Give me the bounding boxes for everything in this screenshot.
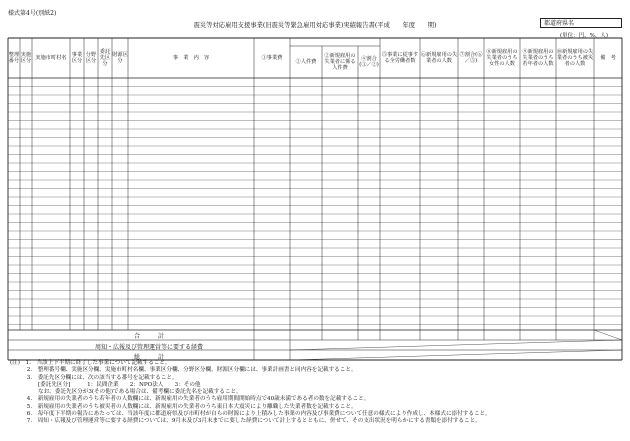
header-itakusaki-kubun: 委託先区分 <box>99 48 111 68</box>
form-number: 様式第4号(別紙2) <box>8 10 57 17</box>
header-zaigen-kubun: 財源区分 <box>112 51 128 64</box>
notes-section <box>10 360 620 426</box>
header-bunya-kubun: 分野区分 <box>85 51 97 64</box>
header-jigyo-jusha: ⑤事業に従事する全労働者数 <box>381 51 419 64</box>
note-line: [委託先区分] 1：民間企業 2：NPO法人 3：その他 <box>10 381 201 388</box>
header-wariai-2: ⑦割合(⑥／⑤) <box>459 51 483 64</box>
total-row-label: 合 計 <box>133 333 164 340</box>
header-jisshi-kubun: 実施区分 <box>20 51 32 64</box>
note-line: 2. 整理番号欄、実施区分欄、実施市町村名欄、事業区分欄、分野区分欄、財源区分欄には、事業計画書と同内容を記載すること。 <box>10 367 357 374</box>
note-line: 5. 新規雇用の失業者のうち被災者の人数欄には、新規雇用の失業者のうち東日本大震災により離職した失業者数を記載すること。 <box>10 403 357 410</box>
header-shinki-shitsugyosha: ⑥新規雇用の失業者の人数 <box>420 51 458 64</box>
prefecture-name-field[interactable]: 都道府県名 <box>540 18 622 28</box>
note-line: なお、委託先区分が3(その他)である場合は、備考欄に委託先名を記載すること。 <box>10 389 242 396</box>
header-jinkenhi: ②人件費 <box>295 58 317 65</box>
note-line: 3. 委託先区分欄には、次の該当する番号を記載すること。 <box>10 374 178 381</box>
header-jakunensha: ⑨新規雇用の失業者のうち若年者の人数 <box>522 48 554 68</box>
header-wariai-1: ④割合(③／②) <box>359 55 379 68</box>
header-hisaishitsugyosha: ⑩新規雇用の失業者のうち被災者の人数 <box>556 48 594 68</box>
header-jisshi-shichoson: 実施市町村名 <box>35 54 67 61</box>
publicity-cost-row-label: 周知・広報及び管理運営等に要する経費 <box>94 344 203 351</box>
header-jigyo-naiyo: 事 業 内 容 <box>172 54 210 61</box>
report-title: 震災等対応雇用支援事業(旧震災等緊急雇用対応事業)実績報告書(平成 年度 期) <box>193 22 437 29</box>
note-line: 6. 毎年度下半期の報告にあたっては、当該年度に都道府県及び市町村が自らの財源により上積みした事業の内容及び事業費について任意の様式により作成し、本様式に添付すること。 <box>10 411 491 418</box>
header-biko: 備 考 <box>600 54 616 61</box>
header-shinki-koyo-jinkenhi: ②新規雇用の失業者に係る人件費 <box>324 52 356 72</box>
header-jigyo-kubun: 事業区分 <box>71 51 83 64</box>
note-line: 7. 周知・広報及び管理運営等に要する経費については、9月末及び3月末までに要した経費について計上するとともに、併せて、その支出状況を明らかにする書類を添付すること。 <box>10 418 481 425</box>
note-line: (注) 1. 当該上下半期に終了した事業について記載すること。 <box>10 360 171 366</box>
note-line: 4. 新規雇用の失業者のうち若年者の人数欄には、新規雇用の失業者のうち雇用期間開始時点で40歳未満である者の数を記載すること。 <box>10 396 370 403</box>
header-josei: ⑧新規雇用の失業者のうち女性の人数 <box>486 48 518 68</box>
unit-label: (単位：円、%、人) <box>560 33 609 39</box>
grand-total-row-label: 総 計 <box>133 354 164 361</box>
header-seiri-bango: 整理番号 <box>8 51 20 64</box>
header-jigyohi: ①事業費 <box>261 54 283 61</box>
